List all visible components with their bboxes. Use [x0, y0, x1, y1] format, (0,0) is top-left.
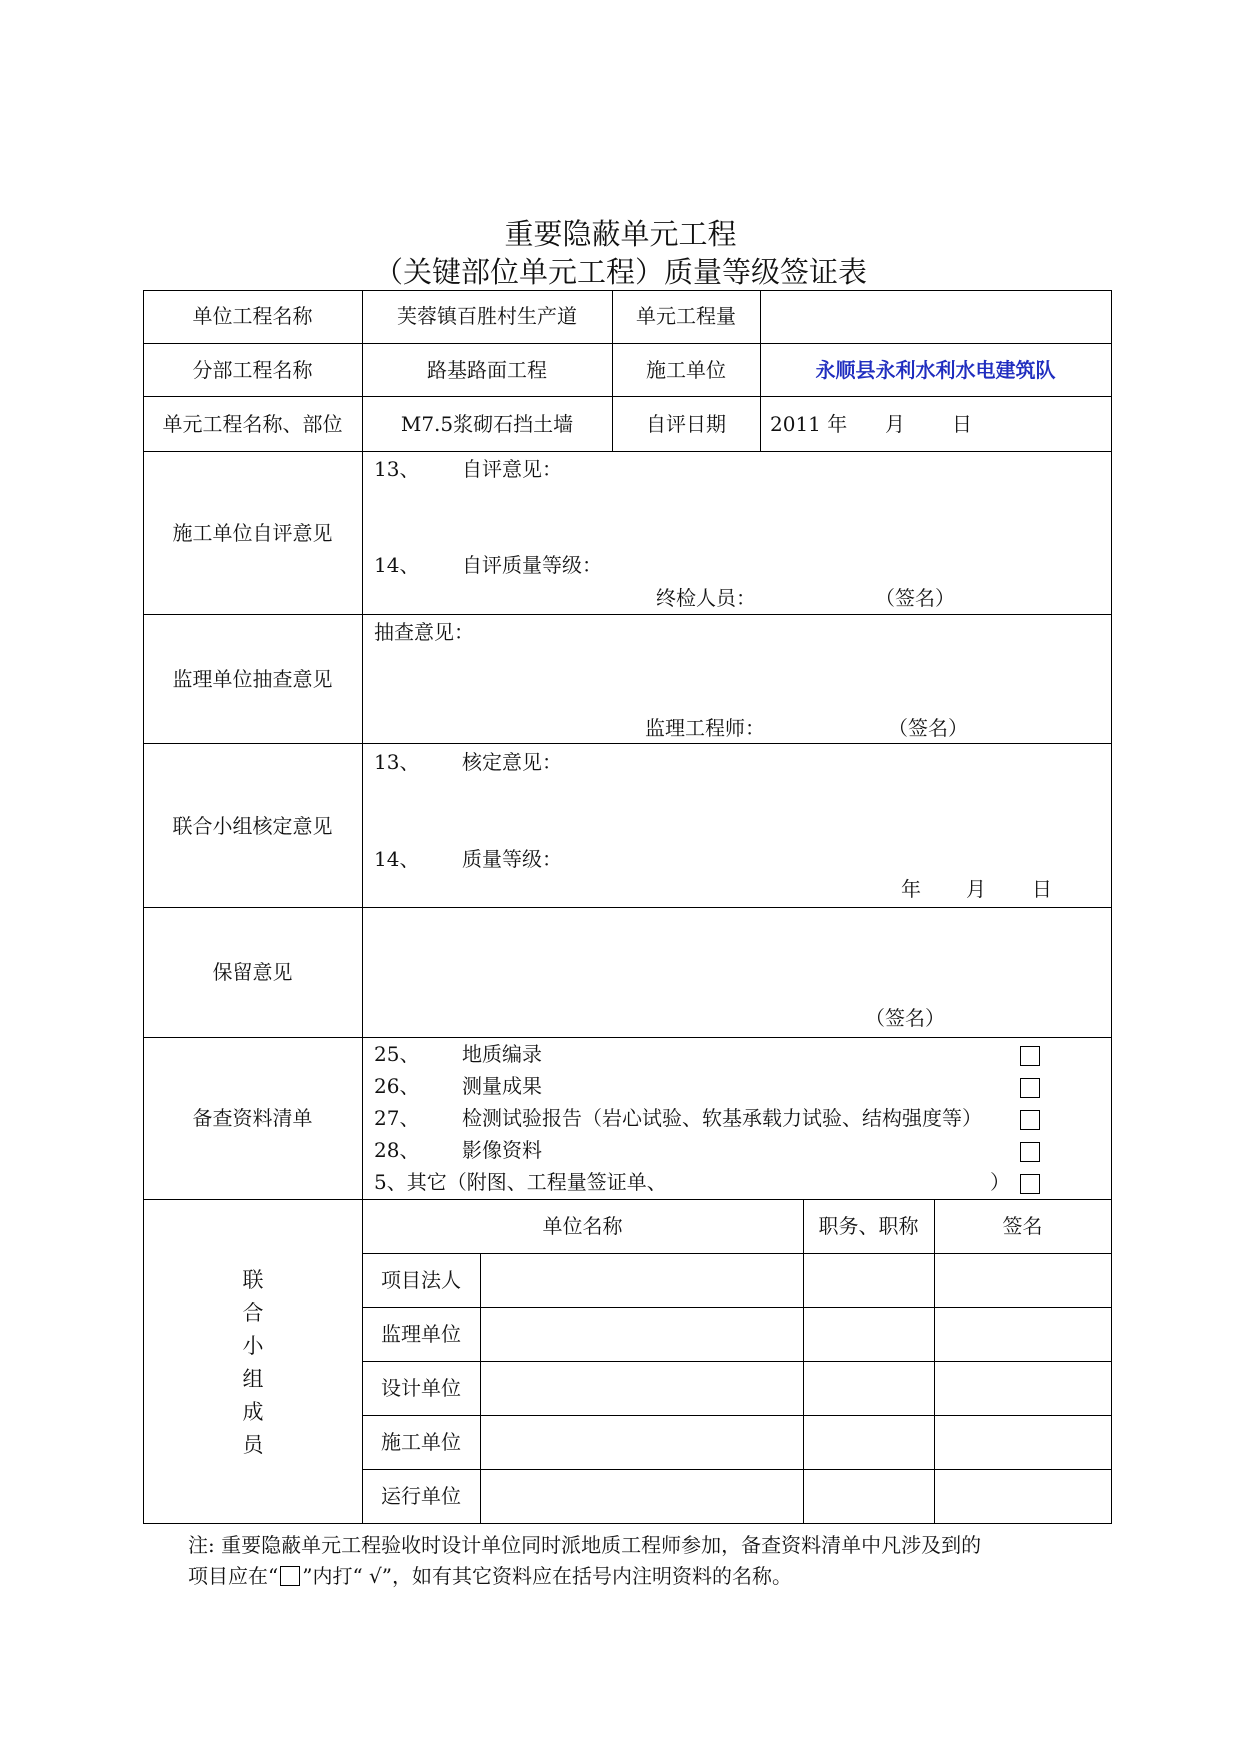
member-row-label: 运行单位: [381, 1484, 461, 1508]
doc-item-checkbox[interactable]: [1020, 1078, 1040, 1098]
self-eval-item2-number: 14、: [374, 553, 420, 577]
joint-members-label-char: 成: [242, 1400, 264, 1424]
self-eval-section-label: 施工单位自评意见: [172, 521, 333, 545]
doc-item-checkbox[interactable]: [1020, 1142, 1040, 1162]
member-row-label: 项目法人: [381, 1268, 461, 1292]
row-divider: [143, 1037, 1112, 1038]
row-divider: [143, 343, 1112, 344]
unit-name-header: 单位名称: [542, 1214, 623, 1238]
checkbox-symbol: [280, 1566, 300, 1586]
doc-item-number: 25、: [374, 1042, 420, 1066]
doc-item-checkbox[interactable]: [1020, 1110, 1040, 1130]
joint-date-month: 月: [966, 877, 986, 901]
doc-item-text: 测量成果: [462, 1074, 542, 1098]
joint-date-year: 年: [901, 877, 921, 901]
row-divider: [362, 1253, 1112, 1254]
column-divider: [803, 1199, 804, 1524]
doc-item-text: 检测试验报告（岩心试验、软基承载力试验、结构强度等）: [462, 1106, 982, 1130]
column-divider: [480, 1253, 481, 1524]
form-title-line2: （关键部位单元工程）质量等级签证表: [373, 255, 867, 289]
member-row-label: 监理单位: [381, 1322, 461, 1346]
row-divider: [362, 1469, 1112, 1470]
reserved-opinion-signature-label: （签名）: [865, 1006, 945, 1030]
doc-item-text: 地质编录: [462, 1042, 542, 1066]
row-divider: [143, 396, 1112, 397]
joint-members-label-char: 员: [242, 1433, 264, 1457]
row-divider: [362, 1415, 1112, 1416]
self-eval-item1-number: 13、: [374, 457, 420, 481]
footnote-line2-start: 项目应在“: [188, 1564, 279, 1588]
joint-members-label-char: 组: [242, 1367, 264, 1391]
joint-review-section-label: 联合小组核定意见: [172, 814, 333, 838]
element-name-position-label: 单元工程名称、部位: [162, 412, 343, 436]
contractor-label: 施工单位: [646, 358, 726, 382]
unit-project-name-label: 单位工程名称: [192, 304, 313, 328]
contractor-value: 永顺县永利水利水电建筑队: [815, 358, 1056, 382]
sub-project-name-label: 分部工程名称: [192, 358, 313, 382]
footnote-line2: [188, 1561, 792, 1591]
joint-members-label-char: 合: [242, 1301, 264, 1325]
supervision-signature-label: （签名）: [888, 716, 968, 740]
self-eval-date-label: 自评日期: [646, 412, 726, 436]
signature-header: 签名: [1002, 1214, 1043, 1238]
row-divider: [362, 1361, 1112, 1362]
position-title-header: 职务、职称: [818, 1214, 919, 1238]
self-eval-date-year: 2011 年: [770, 412, 848, 436]
joint-grade-label: 质量等级：: [462, 847, 562, 871]
row-divider: [362, 1307, 1112, 1308]
table-border-left: [143, 290, 144, 1524]
row-divider: [143, 743, 1112, 744]
joint-members-label-char: 联: [242, 1268, 264, 1292]
footnote-line2-end: ”内打“ √”，如有其它资料应在括号内注明资料的名称。: [302, 1564, 793, 1588]
doc-item-checkbox[interactable]: [1020, 1174, 1040, 1194]
doc-item-text: 影像资料: [462, 1138, 542, 1162]
supervising-engineer-label: 监理工程师：: [645, 716, 765, 740]
self-eval-date-month: 月: [885, 412, 905, 436]
self-eval-opinion-label: 自评意见：: [462, 457, 562, 481]
doc-item-number: 27、: [374, 1106, 420, 1130]
table-border-right: [1111, 290, 1112, 1524]
self-eval-date-day: 日: [952, 412, 972, 436]
reserved-opinion-section-label: 保留意见: [212, 960, 293, 984]
joint-date-day: 日: [1032, 877, 1052, 901]
sub-project-name-value: 路基路面工程: [427, 358, 547, 382]
final-inspector-label: 终检人员：: [656, 586, 756, 610]
self-eval-signature-label: （签名）: [875, 586, 955, 610]
footnote-line1: 注: 重要隐蔽单元工程验收时设计单位同时派地质工程师参加，备查资料清单中凡涉及到的: [188, 1533, 982, 1557]
joint-opinion-label: 核定意见：: [462, 750, 562, 774]
unit-project-name-value: 芙蓉镇百胜村生产道: [397, 304, 577, 328]
doc-item-other: 5、其它（附图、工程量签证单、: [374, 1170, 667, 1194]
joint-members-label-char: 小: [242, 1334, 264, 1358]
row-divider: [143, 451, 1112, 452]
self-eval-grade-label: 自评质量等级：: [462, 553, 602, 577]
doc-item-number: 28、: [374, 1138, 420, 1162]
joint-item1-number: 13、: [374, 750, 420, 774]
doc-item-checkbox[interactable]: [1020, 1046, 1040, 1066]
member-row-label: 设计单位: [381, 1376, 461, 1400]
form-title-line1: 重要隐蔽单元工程: [504, 217, 737, 251]
reference-docs-section-label: 备查资料清单: [192, 1106, 313, 1130]
element-name-position-value: M7.5浆砌石挡土墙: [400, 412, 574, 436]
element-quantity-label: 单元工程量: [636, 304, 736, 328]
doc-item-number: 26、: [374, 1074, 420, 1098]
member-row-label: 施工单位: [381, 1430, 461, 1454]
row-divider: [143, 1199, 1112, 1200]
supervision-section-label: 监理单位抽查意见: [172, 667, 333, 691]
supervision-opinion-label: 抽查意见：: [374, 620, 474, 644]
doc-item-other-close: ）: [990, 1170, 1010, 1194]
row-divider: [143, 614, 1112, 615]
table-border-top: [143, 290, 1112, 291]
joint-item2-number: 14、: [374, 847, 420, 871]
row-divider: [143, 907, 1112, 908]
column-divider: [934, 1199, 935, 1524]
table-border-bottom: [143, 1523, 1112, 1524]
